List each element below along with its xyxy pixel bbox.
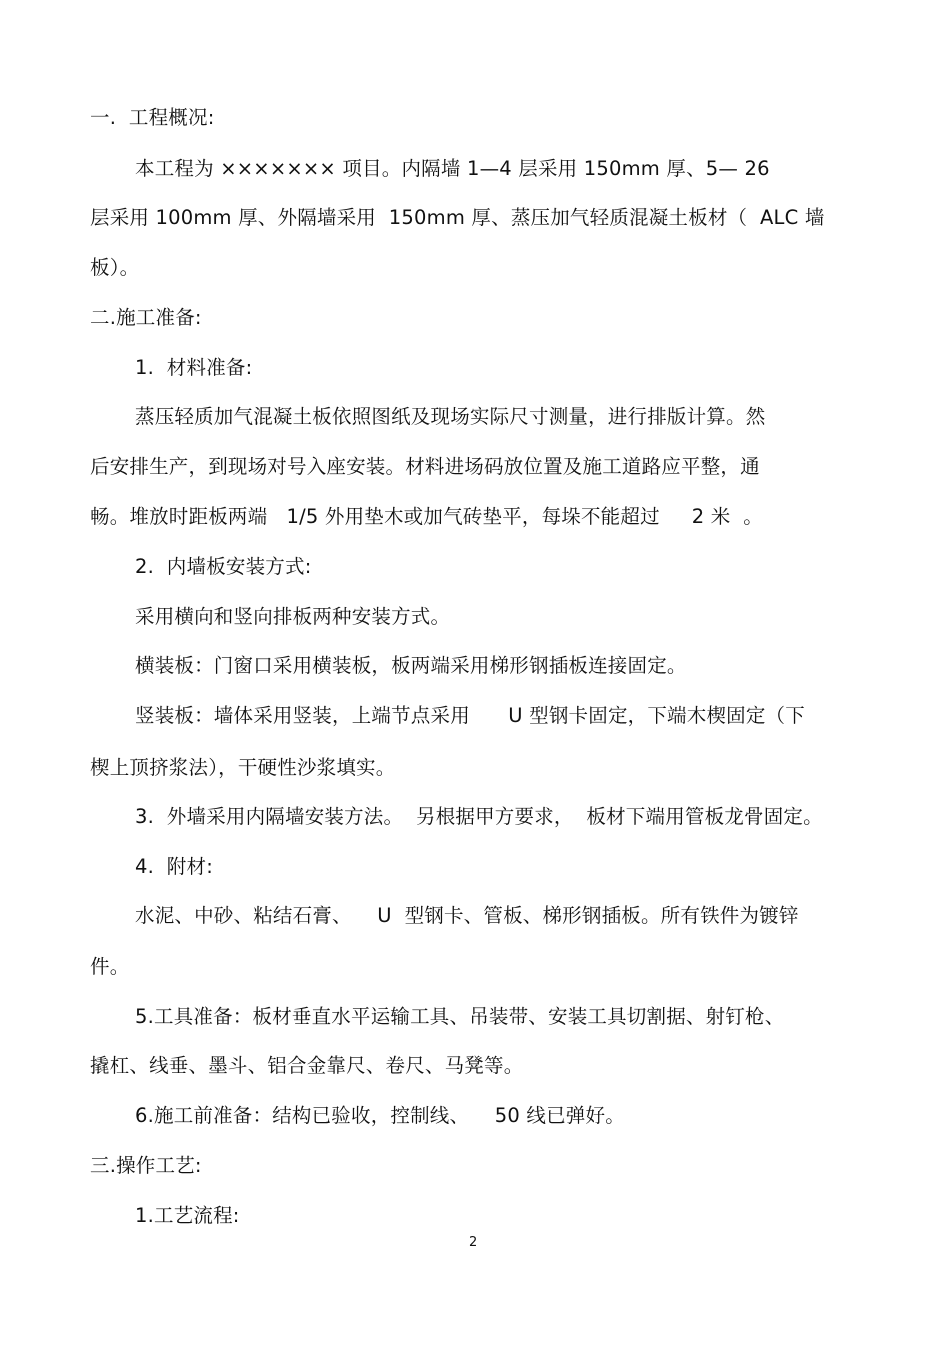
heading-project-overview: 一. 工程概况: <box>90 106 215 129</box>
paragraph-line: 楔上顶挤浆法），干硬性沙浆填实。 <box>90 756 396 779</box>
paragraph-line: 采用横向和竖向排板两种安装方式。 <box>135 605 451 628</box>
paragraph-line: 6.施工前准备：结构已验收，控制线、 50 线已弹好。 <box>135 1104 625 1127</box>
paragraph-line: 件。 <box>90 955 130 978</box>
paragraph-line: 后安排生产，到现场对号入座安装。材料进场码放位置及施工道路应平整，通 <box>90 455 760 478</box>
paragraph-line: 3. 外墙采用内隔墙安装方法。 另根据甲方要求， 板材下端用管板龙骨固定。 <box>135 805 823 828</box>
heading-operation-process: 三.操作工艺: <box>90 1154 202 1177</box>
subheading-accessories: 4. 附材: <box>135 855 213 878</box>
paragraph-line: 5.工具准备：板材垂直水平运输工具、吊装带、安装工具切割据、射钉枪、 <box>135 1005 785 1028</box>
paragraph-line: 层采用 100mm 厚、外隔墙采用 150mm 厚、蒸压加气轻质混凝土板材（ ALC 墙 <box>90 206 825 229</box>
paragraph-line: 撬杠、线垂、墨斗、铝合金靠尺、卷尺、马凳等。 <box>90 1054 524 1077</box>
subheading-material-preparation: 1. 材料准备: <box>135 356 253 379</box>
page-number: 2 <box>469 1235 478 1250</box>
paragraph-line: 畅。堆放时距板两端 1/5 外用垫木或加气砖垫平，每垛不能超过 2 米 。 <box>90 505 763 528</box>
subheading-inner-wall-installation: 2. 内墙板安装方式: <box>135 555 312 578</box>
paragraph-line: 水泥、中砂、粘结石膏、 U 型钢卡、管板、梯形钢插板。所有铁件为镀锌 <box>135 904 799 927</box>
paragraph-line: 横装板：门窗口采用横装板，板两端采用梯形钢插板连接固定。 <box>135 654 687 677</box>
heading-construction-preparation: 二.施工准备: <box>90 306 202 329</box>
paragraph-line: 板）。 <box>90 256 140 279</box>
subheading-process-flow: 1.工艺流程: <box>135 1204 240 1227</box>
paragraph-line: 竖装板：墙体采用竖装，上端节点采用 U 型钢卡固定，下端木楔固定（下 <box>135 704 805 727</box>
paragraph-line: 本工程为 ××××××× 项目。内隔墙 1—4 层采用 150mm 厚、5— 26 <box>135 157 770 180</box>
paragraph-line: 蒸压轻质加气混凝土板依照图纸及现场实际尺寸测量，进行排版计算。然 <box>135 405 766 428</box>
